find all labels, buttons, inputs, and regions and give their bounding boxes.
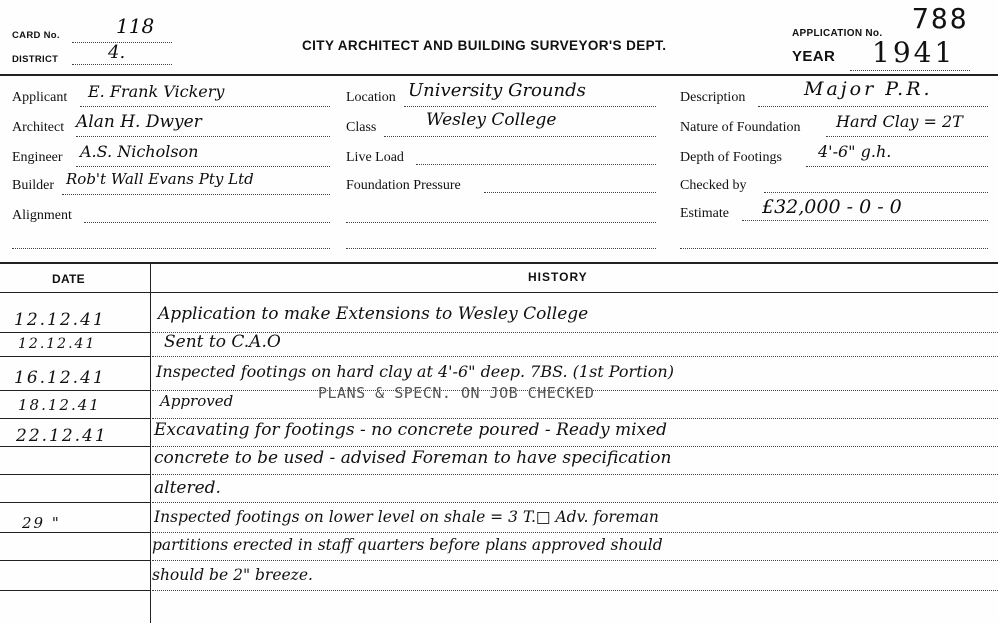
card-number-label: CARD No. — [12, 30, 60, 41]
foundation-pressure-line — [484, 192, 656, 193]
history-date-8: 29 " — [22, 514, 61, 532]
history-text-8: Inspected footings on lower level on shale = 3 T.□ Adv. foreman — [154, 508, 659, 526]
applicant-value: E. Frank Vickery — [88, 82, 225, 101]
application-number: 788 — [912, 2, 969, 35]
history-date-2: 12.12.41 — [18, 336, 97, 352]
class-label: Class — [346, 120, 377, 135]
location-value: University Grounds — [408, 80, 586, 101]
date-rule-4 — [0, 418, 150, 419]
alignment-line — [84, 222, 330, 223]
builder-value: Rob't Wall Evans Pty Ltd — [66, 170, 254, 188]
date-column-divider — [150, 262, 151, 623]
class-line — [384, 136, 656, 137]
history-rule-9 — [152, 560, 998, 561]
district-label: DISTRICT — [12, 54, 59, 65]
date-rule-1 — [0, 332, 150, 333]
checked-by-label: Checked by — [680, 178, 747, 193]
date-rule-7 — [0, 502, 150, 503]
history-rule-5 — [152, 446, 998, 447]
nature-of-foundation-value: Hard Clay = 2T — [836, 112, 963, 131]
history-text-3: Inspected footings on hard clay at 4'-6" deep. 7BS. (1st Portion) — [156, 362, 674, 381]
date-rule-10 — [0, 590, 150, 591]
builder-label: Builder — [12, 178, 54, 193]
history-rule-6 — [152, 474, 998, 475]
foundation-pressure-label: Foundation Pressure — [346, 178, 461, 193]
history-text-1: Application to make Extensions to Wesley College — [158, 304, 589, 324]
date-rule-8 — [0, 532, 150, 533]
right-extra-line — [680, 248, 988, 249]
history-rule-10 — [152, 590, 998, 591]
architect-label: Architect — [12, 120, 65, 135]
alignment-label: Alignment — [12, 208, 72, 223]
depth-of-footings-value: 4'-6" g.h. — [818, 142, 892, 161]
date-rule-2 — [0, 356, 150, 357]
live-load-line — [416, 164, 656, 165]
history-rule-4 — [152, 418, 998, 419]
middle-extra-line-2 — [346, 248, 656, 249]
year-line — [850, 70, 970, 71]
description-line — [758, 106, 988, 107]
district-line — [72, 64, 172, 65]
date-rule-9 — [0, 560, 150, 561]
history-text-9: partitions erected in staff quarters before plans approved should — [152, 536, 663, 554]
history-text-4: Approved — [160, 392, 234, 410]
engineer-label: Engineer — [12, 150, 63, 165]
applicant-line — [80, 106, 330, 107]
middle-extra-line-1 — [346, 222, 656, 223]
history-header: HISTORY — [528, 270, 588, 284]
depth-of-footings-label: Depth of Footings — [680, 150, 782, 165]
description-label: Description — [680, 90, 746, 105]
plans-checked-stamp: PLANS & SPECN. ON JOB CHECKED — [318, 384, 595, 402]
estimate-label: Estimate — [680, 206, 729, 221]
date-header: DATE — [52, 272, 85, 286]
date-rule-5 — [0, 446, 150, 447]
date-rule-6 — [0, 474, 150, 475]
nature-of-foundation-label: Nature of Foundation — [680, 120, 801, 135]
history-rule-2 — [152, 356, 998, 357]
header-divider — [0, 74, 998, 76]
year-value: 1941 — [872, 36, 956, 69]
live-load-label: Live Load — [346, 150, 404, 165]
history-rule-7 — [152, 502, 998, 503]
history-date-4: 18.12.41 — [18, 396, 101, 414]
history-text-5: Excavating for footings - no concrete poured - Ready mixed — [154, 420, 668, 440]
department-title: CITY ARCHITECT AND BUILDING SURVEYOR'S DEPT. — [302, 38, 667, 53]
history-text-10: should be 2" breeze. — [152, 566, 313, 584]
description-value: Major P.R. — [804, 78, 933, 100]
engineer-value: A.S. Nicholson — [80, 142, 199, 161]
application-label: APPLICATION No. — [792, 28, 883, 39]
nature-of-foundation-line — [826, 136, 988, 137]
date-rule-3 — [0, 390, 150, 391]
card-number-value: 118 — [116, 14, 155, 38]
architect-value: Alan H. Dwyer — [76, 112, 202, 132]
history-text-7: altered. — [154, 478, 221, 498]
history-rule-8 — [152, 532, 998, 533]
engineer-line — [76, 166, 330, 167]
history-date-1: 12.12.41 — [14, 310, 106, 330]
history-text-2: Sent to C.A.O — [164, 332, 281, 352]
location-line — [404, 106, 656, 107]
class-value: Wesley College — [426, 110, 557, 130]
history-header-rule — [0, 292, 998, 293]
history-date-5: 22.12.41 — [16, 426, 108, 446]
left-extra-line — [12, 248, 330, 249]
estimate-value: £32,000 - 0 - 0 — [762, 196, 902, 218]
depth-of-footings-line — [806, 166, 988, 167]
district-value: 4. — [108, 42, 126, 63]
location-label: Location — [346, 90, 396, 105]
year-label: YEAR — [792, 48, 836, 65]
estimate-line — [742, 220, 988, 221]
builder-line — [62, 194, 330, 195]
architect-line — [76, 136, 330, 137]
history-date-3: 16.12.41 — [14, 368, 106, 388]
history-text-6: concrete to be used - advised Foreman to have specification — [154, 448, 672, 468]
checked-by-line — [764, 192, 988, 193]
applicant-label: Applicant — [12, 90, 68, 105]
